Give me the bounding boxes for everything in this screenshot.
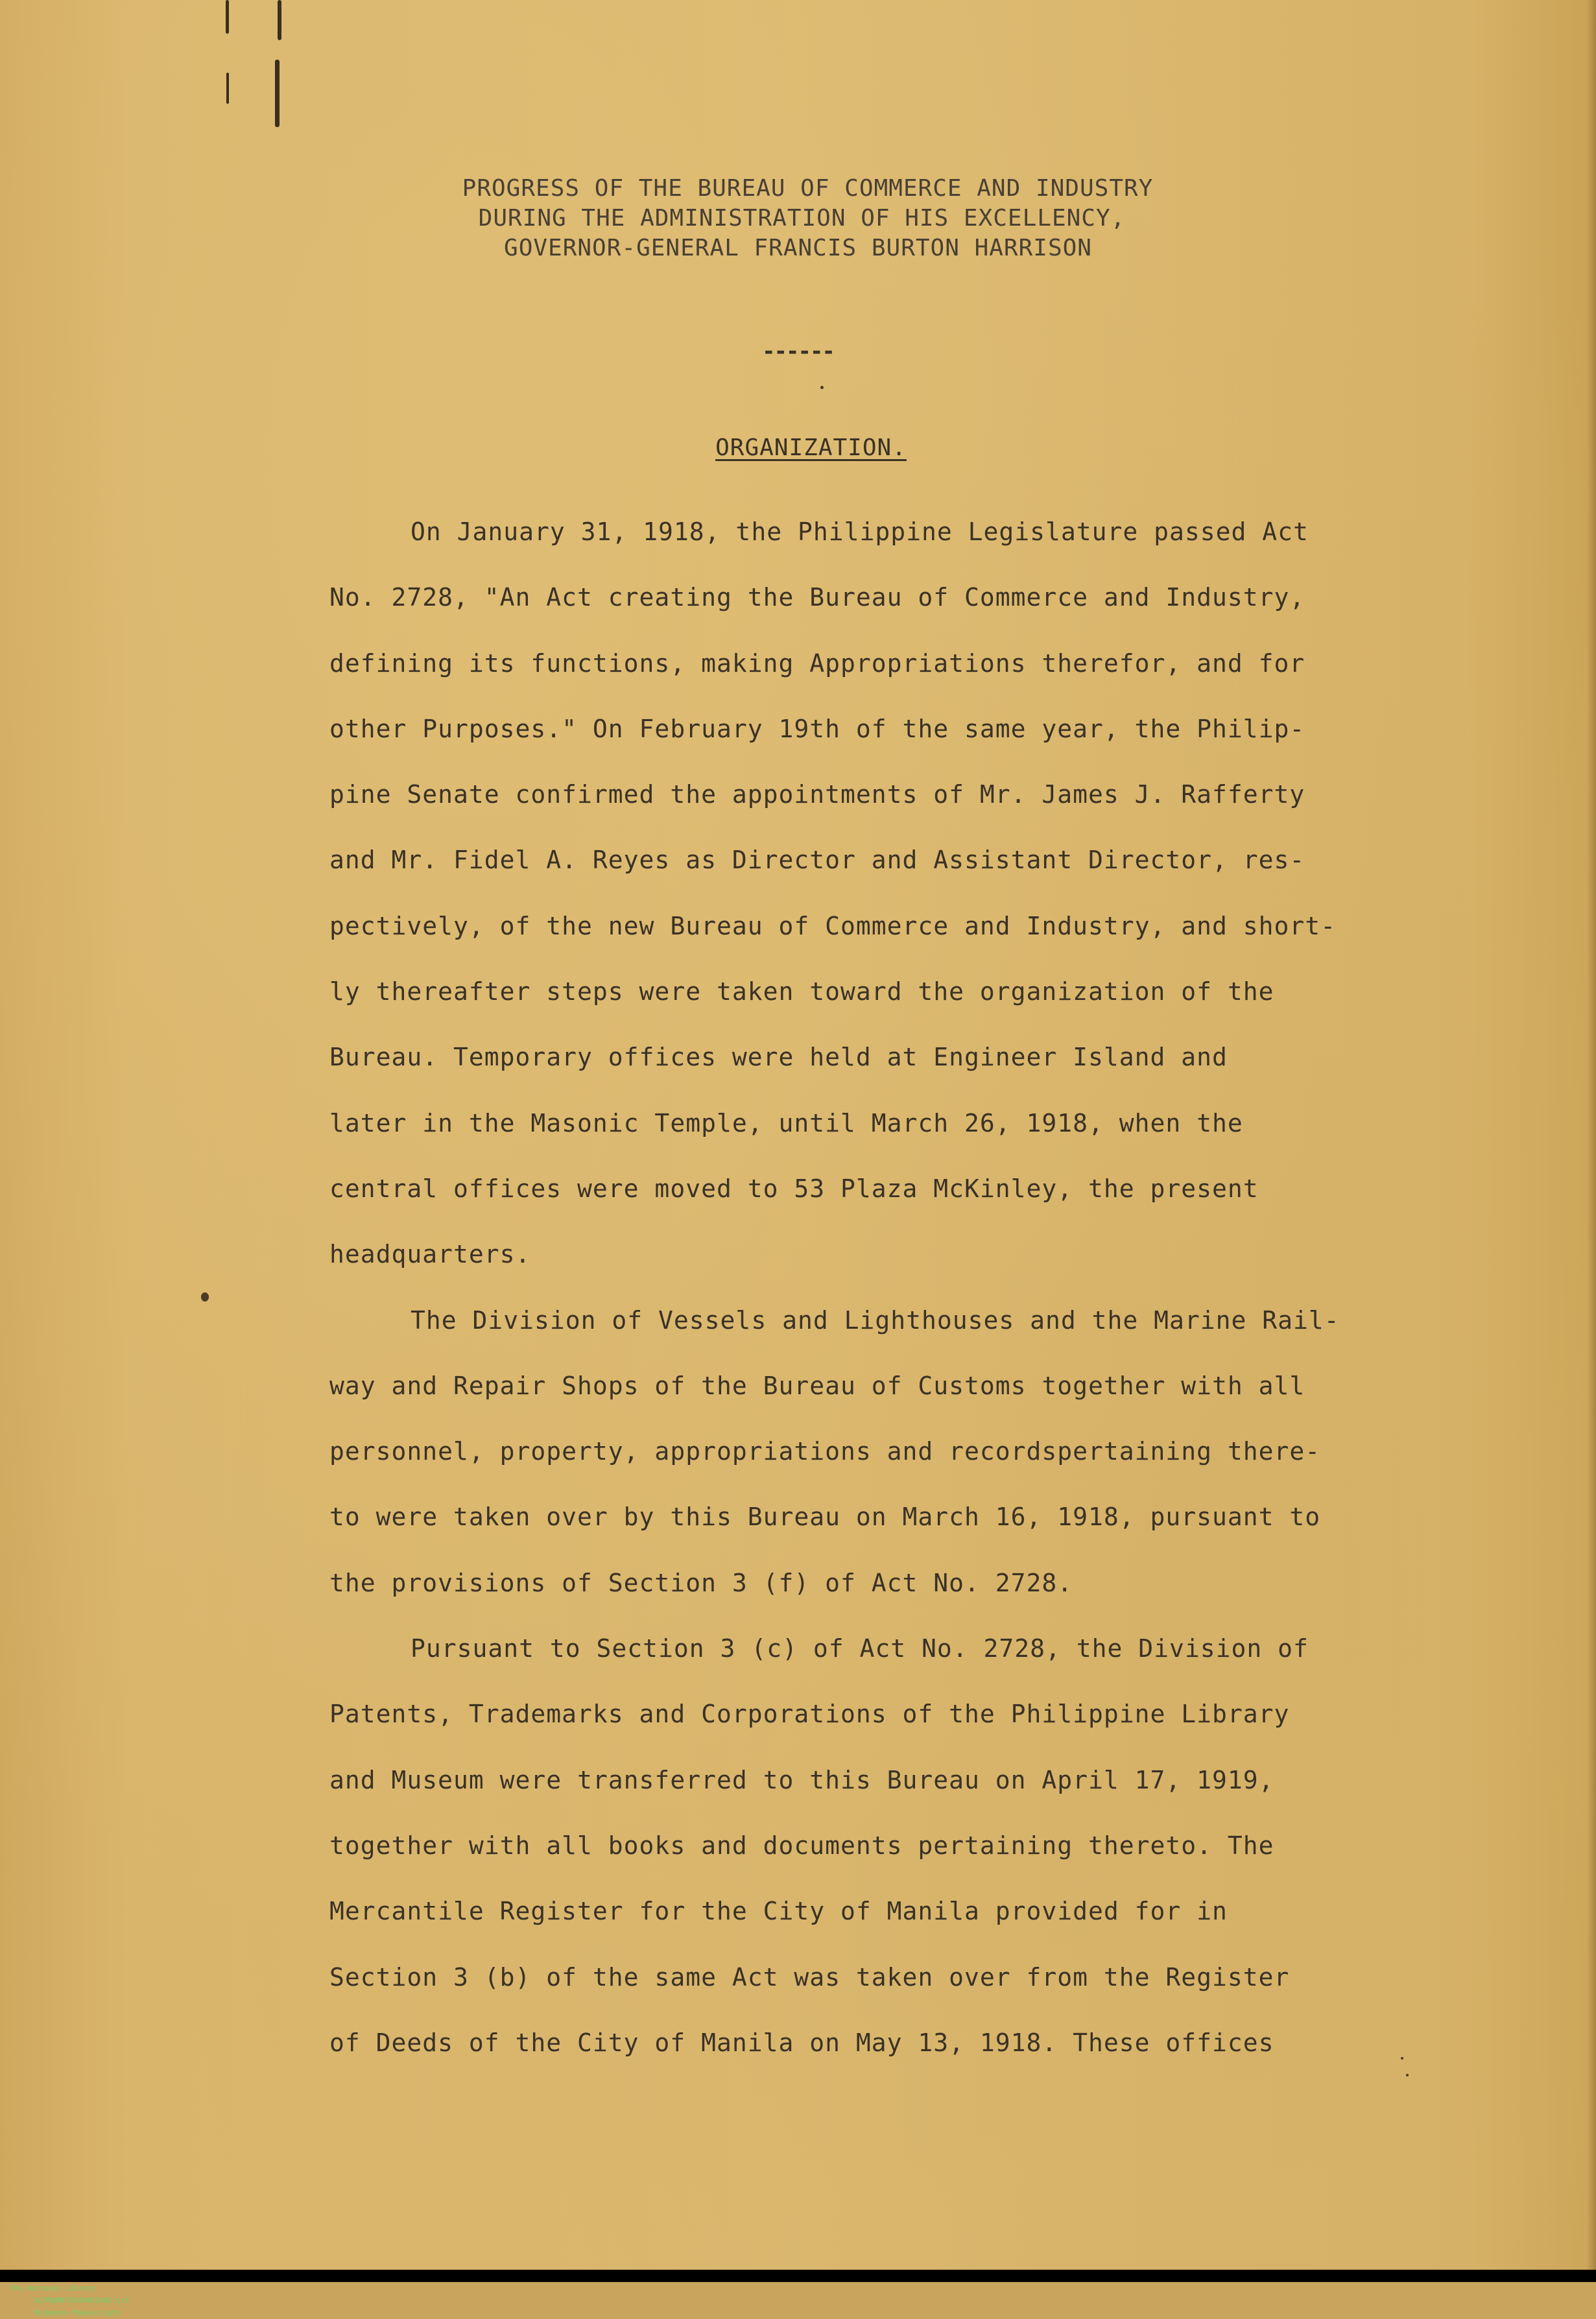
text-line: together with all books and documents pertaining thereto. The <box>329 1831 1274 1860</box>
binding-mark <box>226 73 229 104</box>
text-line: defining its functions, making Appropriations therefor, and for <box>329 648 1305 678</box>
section-heading <box>0 434 1596 461</box>
text-line: later in the Masonic Temple, until March 26, 1918, when the <box>329 1108 1243 1137</box>
binding-mark <box>226 0 229 34</box>
paper-speck <box>201 1292 209 1302</box>
title-separator: ------ <box>762 339 834 364</box>
text-line: of Deeds of the City of Manila on May 13, 1918. These offices <box>329 2028 1274 2057</box>
scan-footer-bar <box>0 2270 1596 2317</box>
text-line: way and Repair Shops of the Bureau of Customs together with all <box>329 1371 1305 1400</box>
text-line: No. 2728, "An Act creating the Bureau of Commerce and Industry, <box>329 583 1305 612</box>
text-line: central offices were moved to 53 Plaza McKinley, the present <box>329 1174 1259 1203</box>
paper-speck <box>820 386 824 389</box>
text-line: to were taken over by this Bureau on March 16, 1918, pursuant to <box>329 1503 1321 1532</box>
footer-collection: MLQuezon Manuscripts <box>34 2309 121 2317</box>
binding-mark <box>278 0 281 40</box>
binding-mark <box>275 60 280 127</box>
text-line: Patents, Trademarks and Corporations of the Philippine Library <box>329 1700 1290 1729</box>
text-line: Pursuant to Section 3 (c) of Act No. 2728, the Division of <box>411 1634 1309 1663</box>
text-line: other Purposes." On February 19th of the same year, the Philip- <box>329 714 1305 743</box>
text-line: the provisions of Section 3 (f) of Act No. 2728. <box>329 1568 1073 1597</box>
text-line: Section 3 (b) of the same Act was taken over from the Register <box>329 1962 1290 1992</box>
section-heading-text: ORGANIZATION. <box>715 434 907 461</box>
text-line: Mercantile Register for the City of Manila provided for in <box>329 1897 1228 1926</box>
title-line: DURING THE ADMINISTRATION OF HIS EXCELLENCY, <box>478 205 1126 232</box>
footer-library: The National Library <box>10 2284 96 2292</box>
document-title <box>0 174 1596 263</box>
text-line: and Mr. Fidel A. Reyes as Director and Assistant Director, res- <box>329 846 1305 875</box>
text-line: headquarters. <box>329 1240 531 1269</box>
text-line: pine Senate confirmed the appointments of Mr. James J. Rafferty <box>329 780 1305 809</box>
footer-file: NLPMQMN79240401002.tif <box>34 2296 129 2305</box>
body-text <box>329 499 1445 2076</box>
title-line: PROGRESS OF THE BUREAU OF COMMERCE AND INDUSTRY <box>462 175 1154 202</box>
title-line: GOVERNOR-GENERAL FRANCIS BURTON HARRISON <box>504 235 1092 261</box>
text-line: On January 31, 1918, the Philippine Legislature passed Act <box>411 517 1309 546</box>
text-line: personnel, property, appropriations and recordspertaining there- <box>329 1437 1321 1466</box>
text-line: and Museum were transferred to this Bureau on April 17, 1919, <box>329 1765 1274 1794</box>
text-line: ly thereafter steps were taken toward the organization of the <box>329 977 1274 1006</box>
text-line: pectively, of the new Bureau of Commerce and Industry, and short- <box>329 911 1337 940</box>
text-line: The Division of Vessels and Lighthouses and the Marine Rail- <box>411 1305 1340 1335</box>
text-line: Bureau. Temporary offices were held at Engineer Island and <box>329 1043 1228 1072</box>
